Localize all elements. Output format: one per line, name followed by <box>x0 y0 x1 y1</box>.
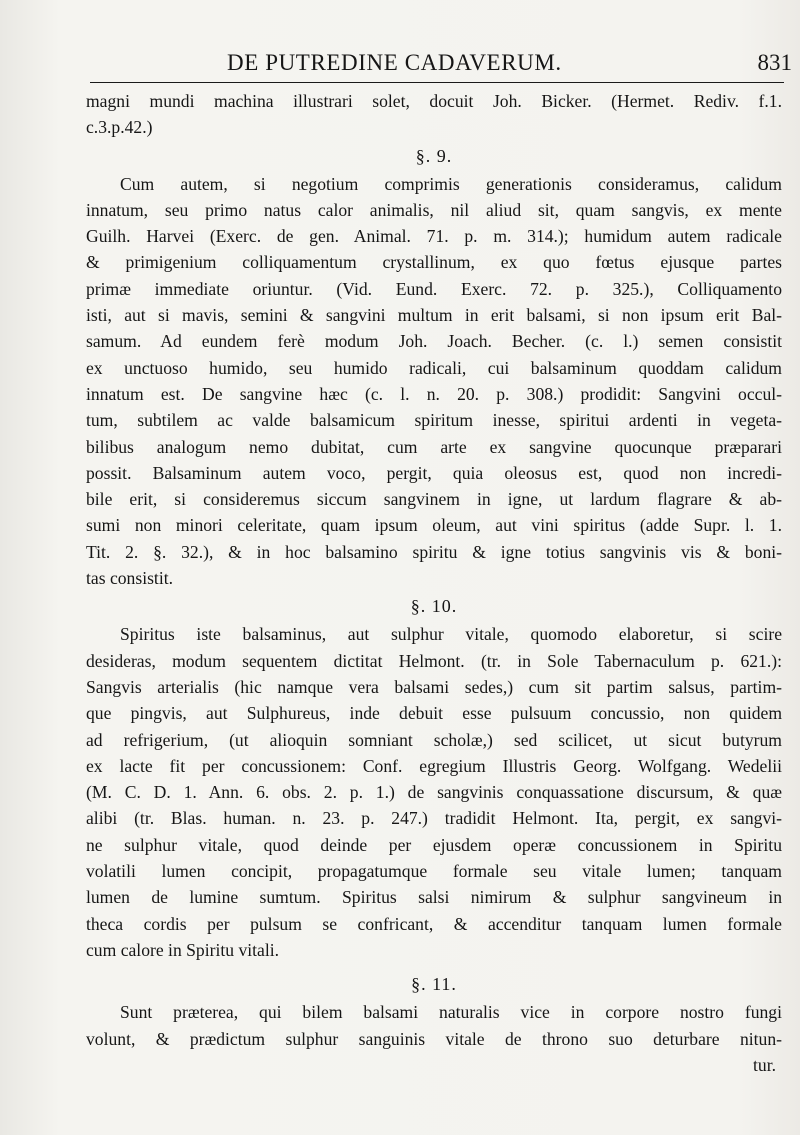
text-line: c.3.p.42.) <box>86 117 153 138</box>
text-line: sumi non minori celeritate, quam ipsum oleum, aut vini spiritus (adde Supr. l. 1. <box>86 515 782 536</box>
text-line: theca cordis per pulsum se confricant, & accenditur tanquam lumen formale <box>86 913 782 934</box>
text-line: Guilh. Harvei (Exerc. de gen. Animal. 71. p. m. 314.); humidum autem radicale <box>86 226 782 247</box>
text-line: cum calore in Spiritu vitali. <box>86 939 279 960</box>
text-line: bile erit, si consideremus siccum sangvinem in igne, ut lardum flagrare & ab- <box>86 489 782 510</box>
text-line: innatum, seu primo natus calor animalis, nil aliud sit, quam sangvis, ex mente <box>86 199 782 220</box>
text-line: ne sulphur vitale, quod deinde per ejusdem operæ concussionem in Spiritu <box>86 834 782 855</box>
text-line: desideras, modum sequentem dictitat Helmont. (tr. in Sole Tabernaculum p. 621.): <box>86 650 782 671</box>
text-line: (M. C. D. 1. Ann. 6. obs. 2. p. 1.) de sangvinis conquassatione discursum, & quæ <box>86 782 782 803</box>
text-line: samum. Ad eundem ferè modum Joh. Joach. Becher. (c. l.) semen consistit <box>86 331 782 352</box>
text-line: magni mundi machina illustrari solet, docuit Joh. Bicker. (Hermet. Rediv. f.1. <box>86 91 782 111</box>
header-rule <box>90 82 784 83</box>
catchword: tur. <box>753 1054 776 1075</box>
text-line: ad refrigerium, (ut alioquin somniant scholæ,) sed scilicet, ut sicut butyrum <box>86 729 782 750</box>
text-line: lumen de lumine sumtum. Spiritus salsi nimirum & sulphur sangvineum in <box>86 887 782 908</box>
text-line: Spiritus iste balsaminus, aut sulphur vitale, quomodo elaboretur, si scire <box>120 624 782 645</box>
text-line: bilibus analogum nemo dubitat, cum arte ex sangvine quocunque præparari <box>86 436 782 457</box>
text-line: tas consistit. <box>86 568 173 589</box>
text-line: Sangvis arterialis (hic namque vera balsami sedes,) cum sit partim salsus, partim- <box>86 676 782 697</box>
text-line: innatum est. De sangvine hæc (c. l. n. 20. p. 308.) prodidit: Sangvini occul- <box>86 383 782 404</box>
text-line: & primigenium colliquamentum crystallinum, ex quo fœtus ejusque partes <box>86 252 782 273</box>
text-line: Sunt præterea, qui bilem balsami naturalis vice in corpore nostro fungi <box>120 1002 782 1023</box>
text-line: volunt, & prædictum sulphur sanguinis vitale de throno suo deturbare nitun- <box>86 1028 782 1049</box>
section-heading: §. 10. <box>410 596 458 617</box>
section-heading: §. 9. <box>415 145 453 166</box>
text-line: ex unctuoso humido, seu humido radicali, cui balsaminum quoddam calidum <box>86 357 782 378</box>
text-line: tum, subtilem ac valde balsamicum spiritum inesse, spiritui ardenti in vegeta- <box>86 410 782 431</box>
section-heading: §. 11. <box>411 974 457 995</box>
running-title: DE PUTREDINE CADAVERUM. <box>227 50 562 75</box>
text-line: volatili lumen concipit, propagatumque formale seu vitale lumen; tanquam <box>86 861 782 882</box>
text-line: primæ immediate oriuntur. (Vid. Eund. Exerc. 72. p. 325.), Colliquamento <box>86 278 782 299</box>
text-line: alibi (tr. Blas. human. n. 23. p. 247.) tradidit Helmont. Ita, pergit, ex sangvi- <box>86 808 782 829</box>
page-number: 831 <box>757 50 792 75</box>
text-body <box>86 88 782 1078</box>
text-line: Cum autem, si negotium comprimis generationis consideramus, calidum <box>120 173 782 194</box>
text-line: Tit. 2. §. 32.), & in hoc balsamino spiritu & igne totius sangvinis vis & boni- <box>86 541 782 562</box>
text-line: ex lacte fit per concussionem: Conf. egregium Illustris Georg. Wolfgang. Wedelii <box>86 755 782 776</box>
text-line: que pingvis, aut Sulphureus, inde debuit esse pulsuum concussio, non quidem <box>86 703 782 724</box>
text-line: isti, aut si mavis, semini & sangvini multum in erit balsami, si non ipsum erit Bal- <box>86 305 782 326</box>
running-header <box>80 46 792 86</box>
text-line: possit. Balsaminum autem voco, pergit, quia oleosus est, quod non incredi- <box>86 462 782 483</box>
